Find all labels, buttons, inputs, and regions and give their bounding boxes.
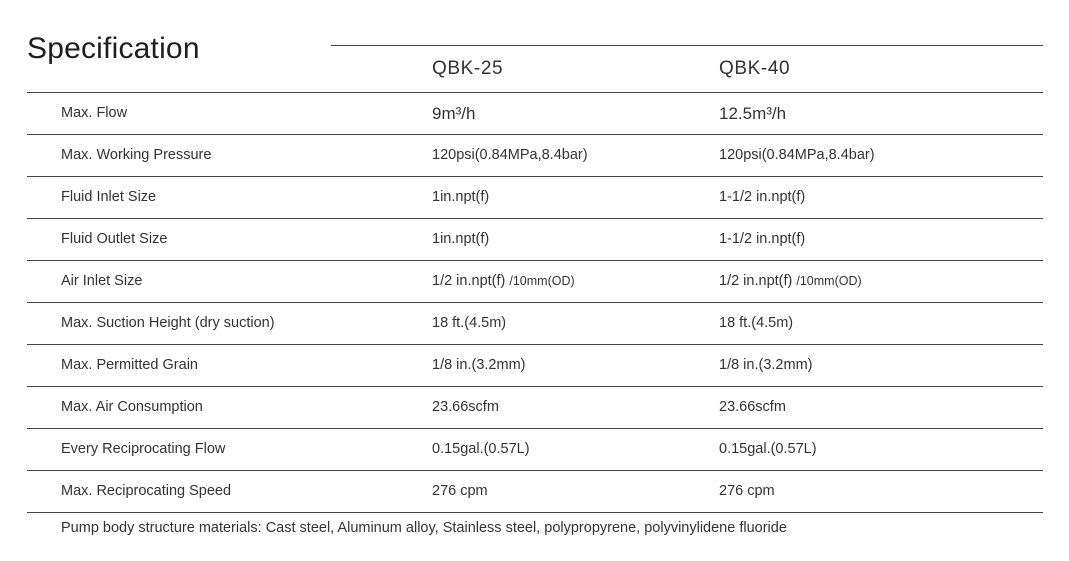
table-row (27, 303, 1043, 345)
value-qbk-40: 18 ft.(4.5m) (719, 315, 794, 331)
value-qbk-25: 1in.npt(f) (432, 189, 490, 205)
value-qbk-25: 0.15gal.(0.57L) (432, 441, 530, 457)
table-row (27, 135, 1043, 177)
row-label: Fluid Inlet Size (61, 189, 157, 205)
header-rule (331, 45, 1043, 46)
table-row (27, 387, 1043, 429)
value-qbk-40: 276 cpm (719, 483, 775, 499)
row-label: Max. Permitted Grain (61, 357, 198, 373)
value-qbk-40: 12.5m³/h (719, 104, 787, 123)
value-main: 1/2 in.npt(f) (432, 273, 506, 289)
table-row (27, 261, 1043, 303)
table-row (27, 93, 1043, 135)
value-extra: /10mm(OD) (509, 274, 575, 288)
row-label: Max. Working Pressure (61, 147, 212, 163)
materials-note: Pump body structure materials: Cast steel, Aluminum alloy, Stainless steel, polypropyrene, polyvinylidene fluoride (61, 520, 787, 536)
value-qbk-25: 23.66scfm (432, 399, 499, 415)
value-qbk-25 (432, 261, 575, 302)
model-header-qbk-40: QBK-40 (719, 58, 791, 79)
value-qbk-40: 120psi(0.84MPa,8.4bar) (719, 147, 875, 163)
value-qbk-25: 276 cpm (432, 483, 488, 499)
row-label: Max. Reciprocating Speed (61, 483, 232, 499)
value-qbk-40: 1/8 in.(3.2mm) (719, 357, 813, 373)
row-label: Air Inlet Size (61, 273, 143, 289)
value-qbk-25: 9m³/h (432, 104, 476, 123)
value-qbk-25: 18 ft.(4.5m) (432, 315, 507, 331)
table-row (27, 177, 1043, 219)
table-row (27, 429, 1043, 471)
row-label: Max. Air Consumption (61, 399, 203, 415)
model-header-qbk-25: QBK-25 (432, 58, 504, 79)
table-row (27, 345, 1043, 387)
row-label: Max. Suction Height (dry suction) (61, 315, 275, 331)
value-qbk-25: 120psi(0.84MPa,8.4bar) (432, 147, 588, 163)
value-qbk-40: 1-1/2 in.npt(f) (719, 189, 806, 205)
table-row (27, 471, 1043, 513)
spec-table (27, 92, 1043, 513)
value-main: 1/2 in.npt(f) (719, 273, 793, 289)
table-row (27, 219, 1043, 261)
value-qbk-40 (719, 261, 862, 302)
value-qbk-40: 1-1/2 in.npt(f) (719, 231, 806, 247)
row-label: Max. Flow (61, 105, 128, 121)
page-title: Specification (27, 32, 200, 65)
row-label: Every Reciprocating Flow (61, 441, 226, 457)
value-qbk-40: 0.15gal.(0.57L) (719, 441, 817, 457)
value-qbk-25: 1in.npt(f) (432, 231, 490, 247)
value-extra: /10mm(OD) (796, 274, 862, 288)
value-qbk-25: 1/8 in.(3.2mm) (432, 357, 526, 373)
row-label: Fluid Outlet Size (61, 231, 168, 247)
value-qbk-40: 23.66scfm (719, 399, 786, 415)
